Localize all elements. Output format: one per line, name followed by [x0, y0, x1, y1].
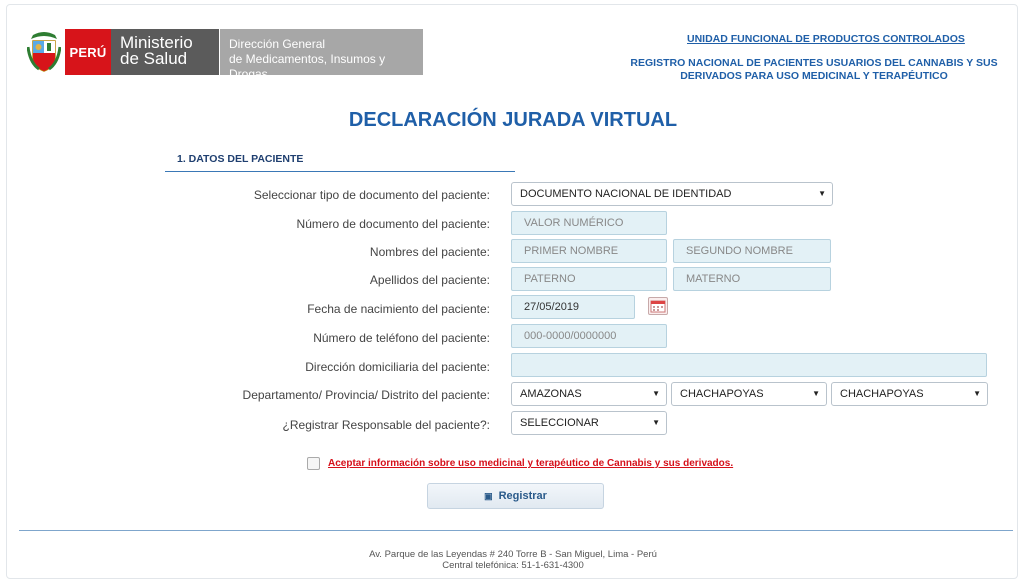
- doc-number-label: Número de documento del paciente:: [296, 217, 490, 231]
- chevron-down-icon: ▼: [973, 389, 981, 398]
- peru-label: PERÚ: [69, 44, 107, 60]
- doc-type-value: DOCUMENTO NACIONAL DE IDENTIDAD: [520, 188, 732, 200]
- footer: [7, 549, 1019, 571]
- doc-type-label: Seleccionar tipo de documento del paciente:: [253, 188, 490, 202]
- ministry-line-2: de Salud: [120, 49, 188, 68]
- address-input[interactable]: [511, 353, 987, 377]
- birthdate-input[interactable]: 27/05/2019: [511, 295, 635, 319]
- footer-address: Av. Parque de las Leyendas # 240 Torre B - San Miguel, Lima - Perú: [369, 549, 657, 560]
- doc-number-input[interactable]: VALOR NUMÉRICO: [511, 211, 667, 235]
- province-value: CHACHAPOYAS: [680, 388, 764, 400]
- page-title: DECLARACIÓN JURADA VIRTUAL: [348, 109, 678, 131]
- chevron-down-icon: ▼: [652, 418, 660, 427]
- terms-checkbox[interactable]: [307, 457, 320, 470]
- surnames-label: Apellidos del paciente:: [369, 273, 490, 287]
- responsible-label: ¿Registrar Responsable del paciente?:: [282, 418, 490, 432]
- chevron-down-icon: ▼: [652, 389, 660, 398]
- responsible-select[interactable]: [511, 411, 667, 435]
- department-value: AMAZONAS: [520, 388, 582, 400]
- footer-phone: Central telefónica: 51-1-631-4300: [442, 560, 584, 571]
- direction-line-2: de Medicamentos, Insumos y Drogas: [229, 52, 386, 81]
- form-card: [6, 4, 1018, 579]
- district-select[interactable]: [831, 382, 988, 406]
- ministry-line-1: Ministerio: [120, 33, 193, 52]
- phone-label: Número de teléfono del paciente:: [313, 331, 490, 345]
- first-name-input[interactable]: PRIMER NOMBRE: [511, 239, 667, 263]
- district-value: CHACHAPOYAS: [840, 388, 924, 400]
- chevron-down-icon: ▼: [812, 389, 820, 398]
- register-button-label: Registrar: [498, 490, 547, 502]
- unit-link[interactable]: UNIDAD FUNCIONAL DE PRODUCTOS CONTROLADOS: [687, 33, 965, 45]
- address-label: Dirección domiciliaria del paciente:: [305, 360, 490, 374]
- phone-input[interactable]: 000-0000/0000000: [511, 324, 667, 348]
- calendar-icon[interactable]: [648, 297, 668, 315]
- birthdate-label: Fecha de nacimiento del paciente:: [307, 302, 490, 316]
- footer-divider: [19, 530, 1013, 531]
- peru-coat-of-arms-icon: [27, 29, 61, 73]
- maternal-surname-input[interactable]: MATERNO: [673, 267, 831, 291]
- department-select[interactable]: [511, 382, 667, 406]
- peru-logo: [65, 29, 111, 75]
- terms-link[interactable]: Aceptar información sobre uso medicinal y terapéutico de Cannabis y sus derivados.: [328, 458, 734, 469]
- province-select[interactable]: [671, 382, 827, 406]
- ministry-logo: [111, 29, 219, 75]
- direction-line-1: Dirección General: [229, 37, 326, 51]
- section-title: 1. DATOS DEL PACIENTE: [177, 153, 304, 165]
- doc-type-select[interactable]: [511, 182, 833, 206]
- save-icon: ▣: [484, 490, 493, 501]
- responsible-value: SELECCIONAR: [520, 417, 599, 429]
- terms-row: [307, 457, 733, 470]
- names-label: Nombres del paciente:: [369, 245, 490, 259]
- registry-title: REGISTRO NACIONAL DE PACIENTES USUARIOS DEL CANNABIS Y SUS DERIVADOS PARA USO MEDICINAL Y TERAPÉUTICO: [630, 57, 998, 82]
- direction-logo: [220, 29, 423, 81]
- location-label: Departamento/ Provincia/ Distrito del paciente:: [242, 388, 490, 402]
- paternal-surname-input[interactable]: PATERNO: [511, 267, 667, 291]
- section-divider: [165, 171, 515, 172]
- chevron-down-icon: ▼: [818, 189, 826, 198]
- register-button[interactable]: [427, 483, 604, 509]
- second-name-input[interactable]: SEGUNDO NOMBRE: [673, 239, 831, 263]
